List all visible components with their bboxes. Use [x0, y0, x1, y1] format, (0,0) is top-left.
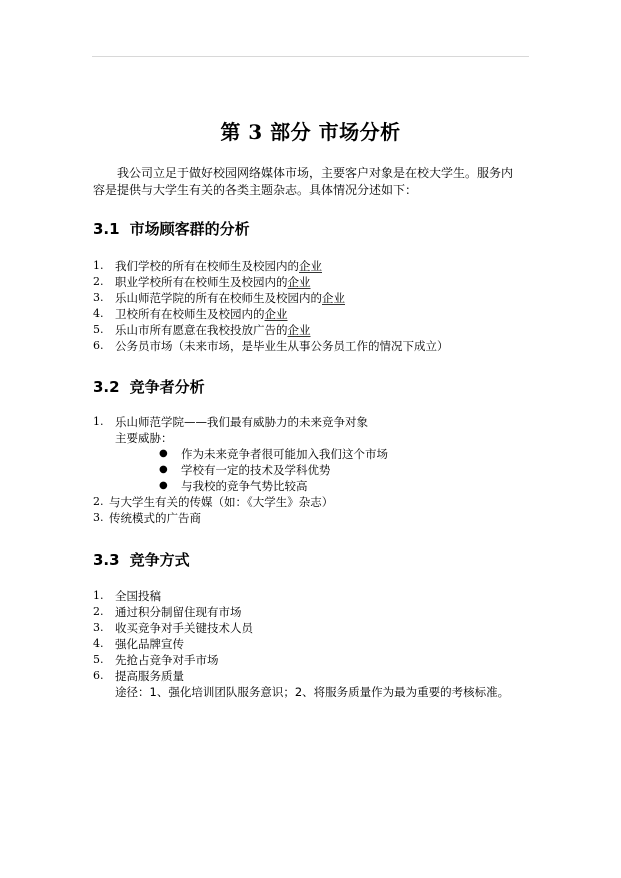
item-number: 5. — [93, 323, 104, 336]
competition-methods-list — [93, 588, 523, 700]
item-text: 乐山师范学院——我们最有威胁力的未来竞争对象 — [115, 415, 368, 429]
list-item — [93, 306, 523, 322]
list-item — [93, 604, 523, 620]
item-number: 3. — [93, 621, 104, 634]
item-number: 1. — [93, 259, 104, 272]
item-number: 4. — [93, 637, 104, 650]
list-item — [93, 338, 523, 354]
item-text: 传统模式的广告商 — [109, 511, 201, 525]
item-text: 收买竞争对手关键技术人员 — [115, 621, 253, 635]
item-text: 先抢占竞争对手市场 — [115, 653, 219, 667]
item-text: 全国投稿 — [115, 589, 161, 603]
item-text: 与大学生有关的传媒（如：《大学生》杂志） — [109, 495, 334, 509]
bullet-item — [93, 462, 523, 478]
list-item — [93, 322, 523, 338]
item-underlined: 企业 — [322, 291, 345, 305]
item-number: 2. — [93, 605, 104, 618]
list-item — [93, 290, 523, 306]
bullet-item — [93, 478, 523, 494]
item-number: 6. — [93, 339, 104, 352]
item-number: 2. — [93, 495, 104, 508]
item-text: 我们学校的所有在校师生及校园内的 — [115, 259, 299, 273]
bullet-text: 学校有一定的技术及学科优势 — [181, 463, 331, 477]
intro-text: 我公司立足于做好校园网络媒体市场，主要客户对象是在校大学生。服务内容是提供与大学生有关的各类主题杂志。具体情况分述如下： — [93, 166, 514, 197]
section-title: 竞争者分析 — [129, 378, 205, 396]
section-number: 3.1 — [93, 220, 120, 238]
item-text: 职业学校所有在校师生及校园内的 — [115, 275, 288, 289]
item-underlined: 企业 — [299, 259, 322, 273]
list-item — [93, 258, 523, 274]
item-text: 公务员市场（未来市场，是毕业生从事公务员工作的情况下成立） — [115, 339, 449, 353]
item-text: 乐山市所有愿意在我校投放广告的 — [115, 323, 288, 337]
item-number: 1. — [93, 415, 104, 428]
section-number: 3.3 — [93, 551, 120, 569]
competitor-list — [93, 414, 523, 526]
item-number: 3. — [93, 291, 104, 304]
item-number: 2. — [93, 275, 104, 288]
bullet-item — [93, 446, 523, 462]
item-number: 3. — [93, 511, 104, 524]
item-text: 通过积分制留住现有市场 — [115, 605, 242, 619]
section-title: 市场顾客群的分析 — [129, 220, 250, 238]
customer-list — [93, 258, 523, 354]
item-number: 4. — [93, 307, 104, 320]
list-item — [93, 274, 523, 290]
item-underlined: 企业 — [287, 275, 311, 289]
section-heading-3-2 — [93, 376, 205, 397]
item-text: 强化品牌宣传 — [115, 637, 184, 651]
item-number: 6. — [93, 669, 104, 682]
threat-label-text: 主要威胁： — [115, 431, 173, 445]
bullet-text: 作为未来竞争者很可能加入我们这个市场 — [181, 447, 388, 461]
bullet-icon: ● — [159, 448, 168, 459]
bullet-icon: ● — [159, 480, 168, 491]
section-title: 竞争方式 — [129, 551, 190, 569]
section-number: 3.2 — [93, 378, 120, 396]
bullet-icon: ● — [159, 464, 168, 475]
section-heading-3-1 — [93, 218, 250, 239]
item-underlined: 企业 — [287, 323, 311, 337]
item-number: 5. — [93, 653, 104, 666]
item-text: 卫校所有在校师生及校园内的 — [115, 307, 265, 321]
bullet-text: 与我校的竞争气势比较高 — [181, 479, 308, 493]
header-rule — [92, 56, 529, 57]
list-item — [93, 620, 523, 636]
item-text: 乐山师范学院的所有在校师生及校园内的 — [115, 291, 322, 305]
item-number: 1. — [93, 589, 104, 602]
list-item — [93, 668, 523, 684]
item-text: 提高服务质量 — [115, 669, 184, 683]
list-item — [93, 588, 523, 604]
intro-paragraph — [93, 165, 523, 199]
threat-label — [93, 430, 523, 446]
section-heading-3-3 — [93, 549, 190, 570]
list-item — [93, 510, 523, 526]
list-item — [93, 636, 523, 652]
page-title: 第 3 部分 市场分析 — [220, 120, 401, 144]
item-underlined: 企业 — [264, 307, 288, 321]
list-item — [93, 652, 523, 668]
list-item — [93, 494, 523, 510]
approach-note: 途径：1、强化培训团队服务意识；2、将服务质量作为最为重要的考核标准。 — [115, 685, 510, 699]
list-item — [93, 414, 523, 430]
